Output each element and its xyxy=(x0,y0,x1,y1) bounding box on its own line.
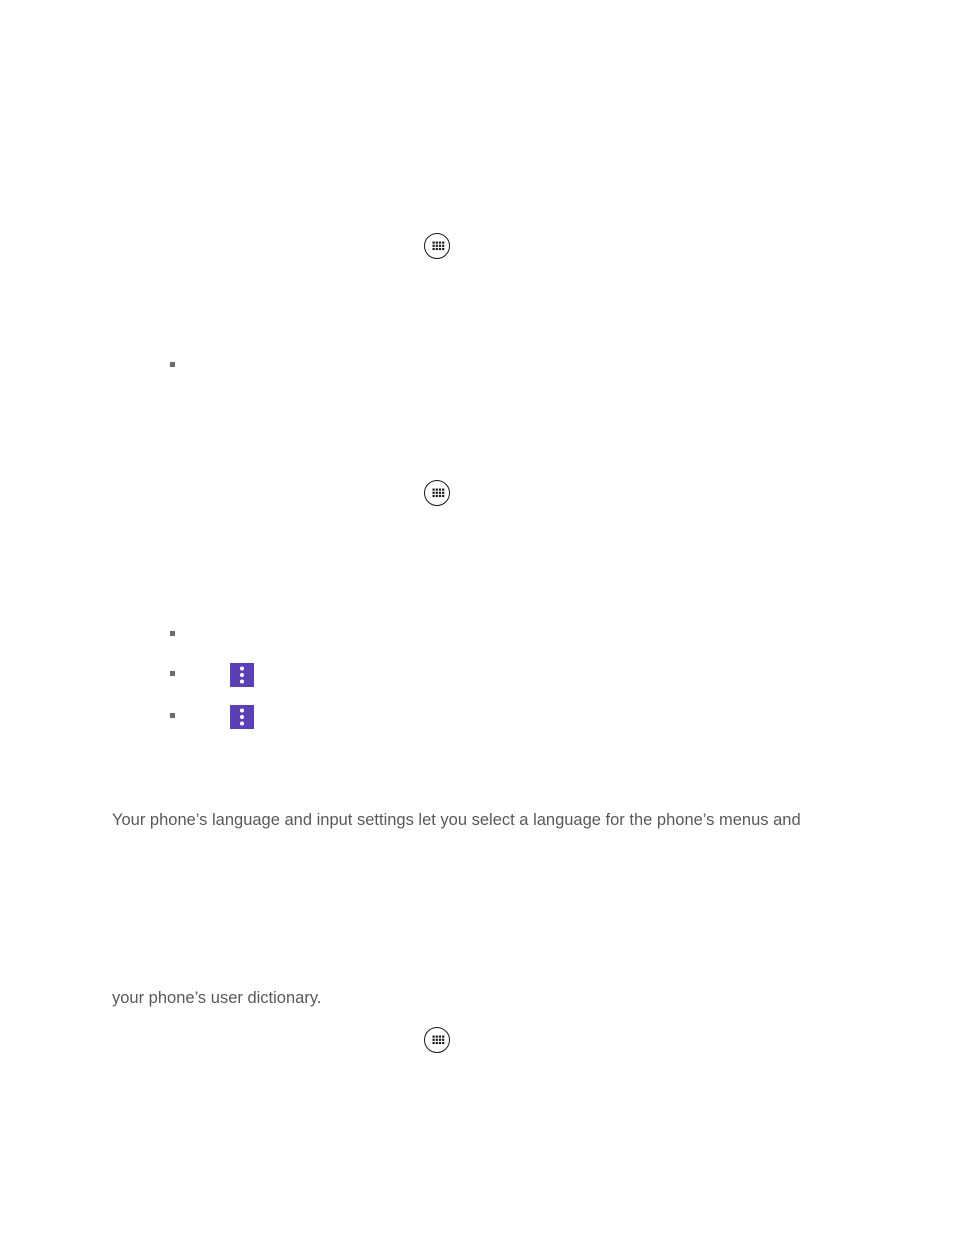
square-bullet-icon xyxy=(170,671,175,676)
paragraph-line-1: Your phone’s language and input settings let you select a language for the phone’s menus and xyxy=(112,811,801,829)
overflow-menu-icon[interactable] xyxy=(230,663,254,687)
square-bullet-icon xyxy=(170,713,175,718)
apps-icon[interactable] xyxy=(424,1027,450,1053)
overflow-menu-icon[interactable] xyxy=(230,705,254,729)
square-bullet-icon xyxy=(170,631,175,636)
paragraph-line-2: your phone’s user dictionary. xyxy=(112,989,322,1007)
apps-icon[interactable] xyxy=(424,233,450,259)
square-bullet-icon xyxy=(170,362,175,367)
apps-icon[interactable] xyxy=(424,480,450,506)
